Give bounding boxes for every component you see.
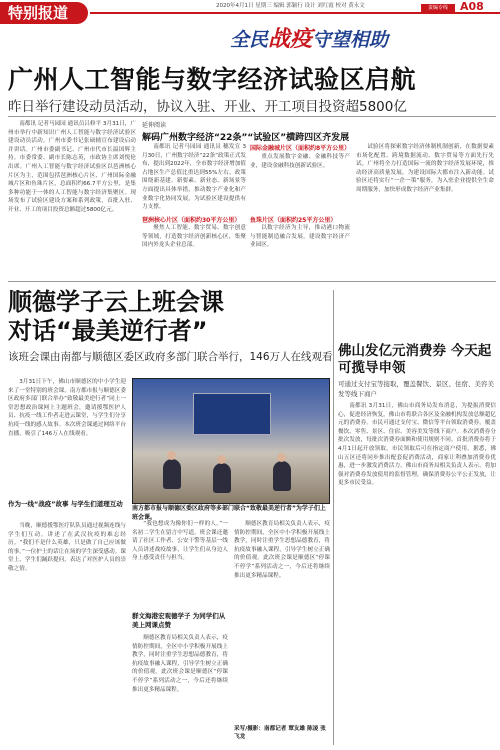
section-tag: 特别报道 [0,2,88,24]
section-yuzhu-text: 以数字经济为主导，推动港口物流与智能制造融合发展，建设数字经济产业园区。 [250,225,350,249]
story1-col2: 南都讯 记者马园园 通讯员 穗发宣 3月30日，广州数字经济“22条”政策正式发布，提出到2022年，全市数字经济增加值占地区生产总值比重达到55%左右。政策围绕新基建、新要素、新业态、新场景等方面提出具体举措，推动数字产业化和产业数字化协同发展，为试验区建设提供有力支撑。 [142,144,246,211]
story1-col4: 试验区将探索数字经济体制机制创新，在数据要素市场化配置、跨境数据流动、数字贸易等方面先行先试。广州将全力打造国际一流的数字经济发展环境，推动经济高质量发展，为建设国际大都市注入新动能。试验区还将实行“一企一策”服务，为入驻企业提供全生命周期服务，加快形成数字经济产业集群。 [356,144,494,193]
section-pazhou-head: 琶洲核心片区（面积约30平方公里） [142,217,241,224]
story2-col2-more: 顺德区教育局相关负责人表示，疫情防控期间，全区中小学积极开展线上教学，同时注重学生思想品德教育，将抗疫故事融入课程，引导学生树立正确的价值观。此次班会课是顺德区“停课不停学”系列活动之一，今后还将继续推出更多精品课程。 [132,635,228,693]
slogan-part2: 战疫 [268,27,313,52]
story2-reporter: 采写/摄影：南都记者 覃友雄 陈凌 张飞龙 [234,726,326,740]
story2-col1: 3月31日下午，佛山市顺德区的中小学生迎来了一堂特别的班会课。南方都市报与顺德区委区政府多部门联合举办“致敬最美逆行者”同上一堂思想政治课网上主题班会，邀请援鄂医护人员、抗疫一线工作者走进云课堂，与学生们分享抗疫一线的感人故事。本次班会课通过网络平台直播，吸引了146万人在线观看。 [8,379,126,437]
slogan-part1: 全民 [230,29,269,51]
story2-col2-head: 群文海港宏观德学子 为同学们从美上网课点赞 [132,612,226,629]
photo-figure [163,459,181,489]
story1-subhead: 昨日举行建设动员活动，协议入驻、开业、开工项目投资超5800亿 [8,99,407,115]
story2-subhead: 该班会课由南都与顺德区委区政府多部门联合举行，146万人在线观看 [8,351,333,363]
story3-subhead: 可通过支付宝等接取，覆盖餐饮、景区、住宿、美容美发等线下商户 [338,380,494,398]
column-divider [333,290,334,745]
story2-headline-line1: 顺德学子云上班会课 [8,288,224,316]
story1-headline: 广州人工智能与数字经济试验区启航 [8,65,417,94]
section-yuzhu-head: 鱼珠片区（面积约25平方公里） [250,217,337,224]
extended-reading-label: 延伸阅读 [142,122,167,129]
editor-badge: 责编专线 [421,4,455,12]
story2-col1-text: 当晚，顺德援鄂医疗队队员通过视频连线与学生们互动，讲述了在武汉抗疫的难忘经历。“我们不是什么英雄，只是做了自己应该做的事。”一位护士的话让在场的学生深受感动。课堂上，学生们踊跃提问，表达了对医护人员的崇敬之情。 [8,523,126,572]
story2-headline-line2: 对话“最美逆行者” [8,317,208,345]
story2-col3: 顺德区教育局相关负责人表示，疫情防控期间，全区中小学积极开展线上教学，同时注重学生思想品德教育，将抗疫故事融入课程，引导学生树立正确的价值观。此次班会课是顺德区“停课不停学”系列活动之一，今后还将继续推出更多精品课程。 [234,521,330,579]
slogan-part3: 守望相助 [312,29,389,51]
section-ifc-head: 国际金融城片区（面积约8平方公里） [250,145,351,152]
page-number: A08 [460,0,484,13]
story2-headline [8,288,298,346]
story3-body: 南都讯 3月31日，佛山市商务局发布消息，为提振消费信心，促进经济恢复，佛山市将联合各区及金融机构发放总额超亿元的消费券。市民可通过支付宝、微信等平台领取消费券，覆盖餐饮、零售、景区、住宿、美容美发等线下商户。本次消费券分批次发放，每批次消费券面额和使用规则不同。首批消费券将于4月1日起开放领取，市民领取后可在指定商户使用。据悉，佛山五区还将同步推出配套促消费活动，商家让利叠加消费券优惠，进一步激发消费活力。佛山市商务局相关负责人表示，将加强对消费券发放使用的监督管理，确保消费券公平公正发放，让更多市民受益。 [338,403,496,487]
photo-figure [217,455,226,464]
photo-figure [167,451,176,460]
divider [8,281,496,282]
story3-headline: 佛山发亿元消费券 今天起可揽导申领 [338,343,492,376]
story1-sidebar-headline: 解码广州数字经济“22条”“试验区”横跨四区齐发展 [142,133,350,143]
story2-subsection-head: 作为一线“战疫”故事 与学生们道理互动 [8,500,123,508]
photo-figure [277,453,286,462]
header-rule [90,12,500,14]
divider [8,116,496,117]
photo-screen [193,393,271,435]
section-ifc-text: 重点发展数字金融、金融科技等产业，建设金融科技创新试验区。 [250,154,350,169]
story1-col1: 南都讯 记者马园园 通讯员吕修平 3月31日，广州市举行中新知识广州人工智能与数字经济试验区建设动员活动。广州市委书记张硕辅宣布建设启动并讲话。广州市委副书记、广州市代市长温国辉主持。市委常委、副市长陈志英，市政协主席刘悦伦出席。广州人工智能与数字经济试验区以琶洲核心片区为主，范围包括琶洲核心片区、广州国际金融城片区和鱼珠片区，总面积约66.7平方公里，是集多种功能于一体的人工智能与数字经济集聚区。现场发布了试验区建设方案和系列政策，首批入驻、开业、开工的项目投资总额超过5800亿元。 [8,121,136,213]
story2-col2: “我也想成为像你们一样的人。”一名初二学生在留言中写道。班会课还邀请了社区工作者、公安干警等基层一线人员讲述战疫故事，让学生们从身边人身上感受责任与担当。 [132,521,228,562]
section-slogan [230,22,470,56]
section-pazhou-text: 聚焦人工智能、数字贸易、数字创意等领域，打造数字经济创新核心区，集聚国内外龙头企业总部。 [142,225,246,249]
photo-figure [213,463,231,493]
issue-meta: 2020年4月1日 星期三 编辑 郭颖行 设计 刘红霞 校对 黄永文 [216,3,365,9]
photo-figure [273,461,291,491]
classroom-photo [132,378,330,504]
photo-caption: 南方都市报与顺德区委区政府等多部门联合“致敬最美逆行者”为学子们上班会课。 [132,505,326,521]
